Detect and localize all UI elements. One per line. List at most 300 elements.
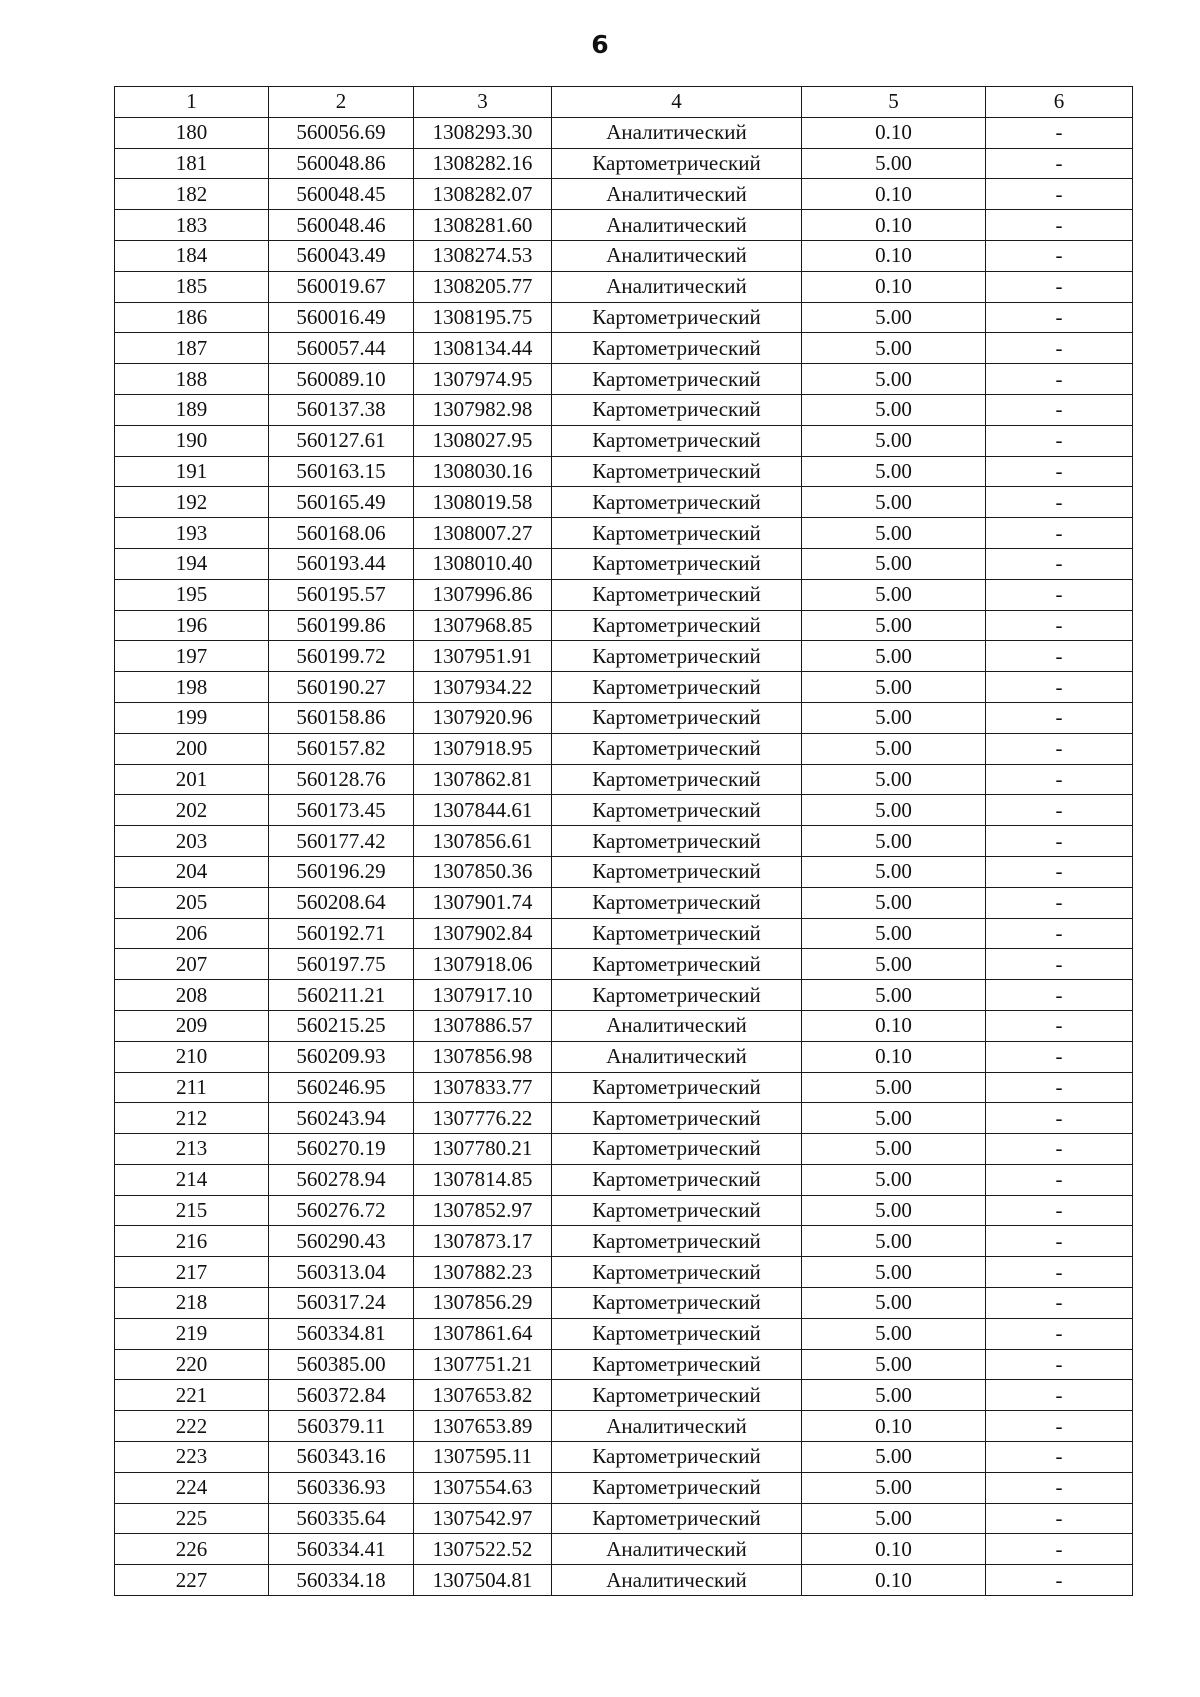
y-coordinate-cell: 1308010.40	[414, 548, 552, 579]
table-row	[115, 672, 1133, 703]
y-coordinate-cell: 1308195.75	[414, 302, 552, 333]
method-cell: Картометрический	[552, 1195, 802, 1226]
point-number-cell: 226	[115, 1534, 269, 1565]
point-number-cell: 192	[115, 487, 269, 518]
x-coordinate-cell: 560334.18	[269, 1565, 414, 1596]
method-cell: Картометрический	[552, 456, 802, 487]
table-row	[115, 1010, 1133, 1041]
description-cell: -	[986, 1103, 1133, 1134]
table-row	[115, 1226, 1133, 1257]
table-row	[115, 579, 1133, 610]
table-row	[115, 548, 1133, 579]
method-cell: Картометрический	[552, 1318, 802, 1349]
table-row	[115, 1503, 1133, 1534]
y-coordinate-cell: 1307776.22	[414, 1103, 552, 1134]
y-coordinate-cell: 1307504.81	[414, 1565, 552, 1596]
method-cell: Картометрический	[552, 148, 802, 179]
method-cell: Картометрический	[552, 425, 802, 456]
description-cell: -	[986, 271, 1133, 302]
table-row	[115, 487, 1133, 518]
table-row	[115, 456, 1133, 487]
table-row	[115, 826, 1133, 857]
method-cell: Картометрический	[552, 672, 802, 703]
point-number-cell: 203	[115, 826, 269, 857]
y-coordinate-cell: 1307595.11	[414, 1442, 552, 1473]
point-number-cell: 216	[115, 1226, 269, 1257]
accuracy-cell: 0.10	[802, 1041, 986, 1072]
accuracy-cell: 0.10	[802, 1010, 986, 1041]
accuracy-cell: 5.00	[802, 333, 986, 364]
accuracy-cell: 5.00	[802, 1442, 986, 1473]
y-coordinate-cell: 1307901.74	[414, 887, 552, 918]
point-number-cell: 182	[115, 179, 269, 210]
method-cell: Картометрический	[552, 856, 802, 887]
x-coordinate-cell: 560313.04	[269, 1257, 414, 1288]
table-row	[115, 333, 1133, 364]
accuracy-cell: 0.10	[802, 240, 986, 271]
point-number-cell: 195	[115, 579, 269, 610]
table-row	[115, 1565, 1133, 1596]
accuracy-cell: 5.00	[802, 579, 986, 610]
x-coordinate-cell: 560157.82	[269, 733, 414, 764]
method-cell: Аналитический	[552, 1411, 802, 1442]
table-row	[115, 271, 1133, 302]
y-coordinate-cell: 1307554.63	[414, 1472, 552, 1503]
point-number-cell: 185	[115, 271, 269, 302]
point-number-cell: 220	[115, 1349, 269, 1380]
x-coordinate-cell: 560215.25	[269, 1010, 414, 1041]
header-row	[115, 87, 1133, 118]
description-cell: -	[986, 179, 1133, 210]
method-cell: Картометрический	[552, 610, 802, 641]
method-cell: Картометрический	[552, 333, 802, 364]
x-coordinate-cell: 560127.61	[269, 425, 414, 456]
y-coordinate-cell: 1308027.95	[414, 425, 552, 456]
method-cell: Аналитический	[552, 1010, 802, 1041]
table-row	[115, 240, 1133, 271]
x-coordinate-cell: 560048.45	[269, 179, 414, 210]
x-coordinate-cell: 560290.43	[269, 1226, 414, 1257]
y-coordinate-cell: 1307856.61	[414, 826, 552, 857]
method-cell: Картометрический	[552, 980, 802, 1011]
accuracy-cell: 0.10	[802, 210, 986, 241]
point-number-cell: 194	[115, 548, 269, 579]
x-coordinate-cell: 560177.42	[269, 826, 414, 857]
method-cell: Картометрический	[552, 487, 802, 518]
description-cell: -	[986, 641, 1133, 672]
x-coordinate-cell: 560163.15	[269, 456, 414, 487]
point-number-cell: 211	[115, 1072, 269, 1103]
method-cell: Картометрический	[552, 641, 802, 672]
accuracy-cell: 0.10	[802, 1534, 986, 1565]
x-coordinate-cell: 560379.11	[269, 1411, 414, 1442]
table-row	[115, 1472, 1133, 1503]
point-number-cell: 205	[115, 887, 269, 918]
method-cell: Аналитический	[552, 1041, 802, 1072]
y-coordinate-cell: 1308030.16	[414, 456, 552, 487]
y-coordinate-cell: 1307934.22	[414, 672, 552, 703]
table-row	[115, 1195, 1133, 1226]
y-coordinate-cell: 1307996.86	[414, 579, 552, 610]
table-row	[115, 210, 1133, 241]
method-cell: Аналитический	[552, 1565, 802, 1596]
method-cell: Картометрический	[552, 949, 802, 980]
y-coordinate-cell: 1308293.30	[414, 117, 552, 148]
x-coordinate-cell: 560192.71	[269, 918, 414, 949]
method-cell: Картометрический	[552, 733, 802, 764]
table-row	[115, 1411, 1133, 1442]
point-number-cell: 188	[115, 364, 269, 395]
table-row	[115, 1349, 1133, 1380]
method-cell: Аналитический	[552, 240, 802, 271]
method-cell: Картометрический	[552, 1442, 802, 1473]
table-row	[115, 856, 1133, 887]
point-number-cell: 223	[115, 1442, 269, 1473]
table-row	[115, 1380, 1133, 1411]
table-row	[115, 1442, 1133, 1473]
column-header-1: 1	[115, 87, 269, 118]
x-coordinate-cell: 560243.94	[269, 1103, 414, 1134]
method-cell: Картометрический	[552, 1503, 802, 1534]
method-cell: Аналитический	[552, 271, 802, 302]
point-number-cell: 193	[115, 518, 269, 549]
x-coordinate-cell: 560372.84	[269, 1380, 414, 1411]
y-coordinate-cell: 1307882.23	[414, 1257, 552, 1288]
description-cell: -	[986, 364, 1133, 395]
description-cell: -	[986, 333, 1133, 364]
description-cell: -	[986, 548, 1133, 579]
y-coordinate-cell: 1307814.85	[414, 1164, 552, 1195]
accuracy-cell: 5.00	[802, 1072, 986, 1103]
description-cell: -	[986, 1318, 1133, 1349]
accuracy-cell: 5.00	[802, 826, 986, 857]
y-coordinate-cell: 1307951.91	[414, 641, 552, 672]
x-coordinate-cell: 560158.86	[269, 702, 414, 733]
x-coordinate-cell: 560057.44	[269, 333, 414, 364]
accuracy-cell: 5.00	[802, 610, 986, 641]
accuracy-cell: 5.00	[802, 364, 986, 395]
x-coordinate-cell: 560197.75	[269, 949, 414, 980]
description-cell: -	[986, 425, 1133, 456]
description-cell: -	[986, 456, 1133, 487]
point-number-cell: 204	[115, 856, 269, 887]
table-row	[115, 1103, 1133, 1134]
method-cell: Аналитический	[552, 179, 802, 210]
point-number-cell: 227	[115, 1565, 269, 1596]
method-cell: Картометрический	[552, 579, 802, 610]
description-cell: -	[986, 579, 1133, 610]
method-cell: Картометрический	[552, 1472, 802, 1503]
x-coordinate-cell: 560199.86	[269, 610, 414, 641]
method-cell: Картометрический	[552, 826, 802, 857]
x-coordinate-cell: 560193.44	[269, 548, 414, 579]
description-cell: -	[986, 980, 1133, 1011]
description-cell: -	[986, 394, 1133, 425]
y-coordinate-cell: 1308134.44	[414, 333, 552, 364]
method-cell: Картометрический	[552, 918, 802, 949]
y-coordinate-cell: 1307653.89	[414, 1411, 552, 1442]
description-cell: -	[986, 764, 1133, 795]
x-coordinate-cell: 560137.38	[269, 394, 414, 425]
table-row	[115, 980, 1133, 1011]
table-body	[115, 117, 1133, 1595]
accuracy-cell: 5.00	[802, 733, 986, 764]
y-coordinate-cell: 1307918.06	[414, 949, 552, 980]
y-coordinate-cell: 1307902.84	[414, 918, 552, 949]
table-row	[115, 733, 1133, 764]
method-cell: Картометрический	[552, 548, 802, 579]
accuracy-cell: 0.10	[802, 271, 986, 302]
y-coordinate-cell: 1307862.81	[414, 764, 552, 795]
point-number-cell: 181	[115, 148, 269, 179]
accuracy-cell: 5.00	[802, 1226, 986, 1257]
column-header-6: 6	[986, 87, 1133, 118]
description-cell: -	[986, 856, 1133, 887]
accuracy-cell: 0.10	[802, 117, 986, 148]
point-number-cell: 224	[115, 1472, 269, 1503]
y-coordinate-cell: 1307850.36	[414, 856, 552, 887]
accuracy-cell: 5.00	[802, 302, 986, 333]
point-number-cell: 219	[115, 1318, 269, 1349]
table-row	[115, 641, 1133, 672]
table-row	[115, 1288, 1133, 1319]
table-row	[115, 764, 1133, 795]
method-cell: Картометрический	[552, 702, 802, 733]
point-number-cell: 191	[115, 456, 269, 487]
point-number-cell: 225	[115, 1503, 269, 1534]
point-number-cell: 197	[115, 641, 269, 672]
point-number-cell: 183	[115, 210, 269, 241]
accuracy-cell: 5.00	[802, 518, 986, 549]
x-coordinate-cell: 560089.10	[269, 364, 414, 395]
accuracy-cell: 5.00	[802, 672, 986, 703]
table-row	[115, 148, 1133, 179]
x-coordinate-cell: 560128.76	[269, 764, 414, 795]
table-row	[115, 1257, 1133, 1288]
point-number-cell: 200	[115, 733, 269, 764]
accuracy-cell: 5.00	[802, 1103, 986, 1134]
description-cell: -	[986, 487, 1133, 518]
method-cell: Картометрический	[552, 1072, 802, 1103]
y-coordinate-cell: 1307522.52	[414, 1534, 552, 1565]
point-number-cell: 222	[115, 1411, 269, 1442]
point-number-cell: 209	[115, 1010, 269, 1041]
description-cell: -	[986, 918, 1133, 949]
point-number-cell: 218	[115, 1288, 269, 1319]
y-coordinate-cell: 1308281.60	[414, 210, 552, 241]
description-cell: -	[986, 1380, 1133, 1411]
accuracy-cell: 5.00	[802, 1257, 986, 1288]
accuracy-cell: 5.00	[802, 764, 986, 795]
x-coordinate-cell: 560048.46	[269, 210, 414, 241]
column-header-4: 4	[552, 87, 802, 118]
y-coordinate-cell: 1307852.97	[414, 1195, 552, 1226]
description-cell: -	[986, 826, 1133, 857]
method-cell: Картометрический	[552, 1380, 802, 1411]
y-coordinate-cell: 1308282.07	[414, 179, 552, 210]
x-coordinate-cell: 560385.00	[269, 1349, 414, 1380]
method-cell: Картометрический	[552, 1288, 802, 1319]
accuracy-cell: 5.00	[802, 918, 986, 949]
accuracy-cell: 0.10	[802, 1565, 986, 1596]
accuracy-cell: 5.00	[802, 1349, 986, 1380]
accuracy-cell: 5.00	[802, 980, 986, 1011]
point-number-cell: 196	[115, 610, 269, 641]
description-cell: -	[986, 1288, 1133, 1319]
description-cell: -	[986, 1442, 1133, 1473]
table-row	[115, 918, 1133, 949]
accuracy-cell: 5.00	[802, 1195, 986, 1226]
point-number-cell: 217	[115, 1257, 269, 1288]
accuracy-cell: 5.00	[802, 1164, 986, 1195]
x-coordinate-cell: 560048.86	[269, 148, 414, 179]
method-cell: Картометрический	[552, 1103, 802, 1134]
table-row	[115, 425, 1133, 456]
table-row	[115, 117, 1133, 148]
description-cell: -	[986, 1226, 1133, 1257]
y-coordinate-cell: 1307856.98	[414, 1041, 552, 1072]
method-cell: Картометрический	[552, 518, 802, 549]
method-cell: Картометрический	[552, 394, 802, 425]
y-coordinate-cell: 1307653.82	[414, 1380, 552, 1411]
table-row	[115, 302, 1133, 333]
x-coordinate-cell: 560165.49	[269, 487, 414, 518]
x-coordinate-cell: 560334.41	[269, 1534, 414, 1565]
x-coordinate-cell: 560016.49	[269, 302, 414, 333]
y-coordinate-cell: 1307917.10	[414, 980, 552, 1011]
point-number-cell: 180	[115, 117, 269, 148]
description-cell: -	[986, 1010, 1133, 1041]
description-cell: -	[986, 1134, 1133, 1165]
table-row	[115, 949, 1133, 980]
point-number-cell: 199	[115, 702, 269, 733]
table-row	[115, 1134, 1133, 1165]
accuracy-cell: 5.00	[802, 1380, 986, 1411]
y-coordinate-cell: 1307920.96	[414, 702, 552, 733]
coordinates-table	[114, 86, 1133, 1596]
description-cell: -	[986, 1565, 1133, 1596]
point-number-cell: 202	[115, 795, 269, 826]
point-number-cell: 201	[115, 764, 269, 795]
y-coordinate-cell: 1307918.95	[414, 733, 552, 764]
x-coordinate-cell: 560043.49	[269, 240, 414, 271]
description-cell: -	[986, 672, 1133, 703]
point-number-cell: 186	[115, 302, 269, 333]
x-coordinate-cell: 560209.93	[269, 1041, 414, 1072]
description-cell: -	[986, 610, 1133, 641]
description-cell: -	[986, 1503, 1133, 1534]
point-number-cell: 207	[115, 949, 269, 980]
description-cell: -	[986, 887, 1133, 918]
y-coordinate-cell: 1307982.98	[414, 394, 552, 425]
table-row	[115, 179, 1133, 210]
accuracy-cell: 5.00	[802, 702, 986, 733]
x-coordinate-cell: 560334.81	[269, 1318, 414, 1349]
column-header-5: 5	[802, 87, 986, 118]
accuracy-cell: 5.00	[802, 795, 986, 826]
accuracy-cell: 5.00	[802, 641, 986, 672]
description-cell: -	[986, 1411, 1133, 1442]
description-cell: -	[986, 302, 1133, 333]
accuracy-cell: 5.00	[802, 394, 986, 425]
accuracy-cell: 5.00	[802, 949, 986, 980]
method-cell: Картометрический	[552, 887, 802, 918]
description-cell: -	[986, 702, 1133, 733]
table-row	[115, 795, 1133, 826]
accuracy-cell: 5.00	[802, 1288, 986, 1319]
point-number-cell: 190	[115, 425, 269, 456]
page-number: 6	[591, 30, 609, 59]
accuracy-cell: 5.00	[802, 1318, 986, 1349]
accuracy-cell: 5.00	[802, 148, 986, 179]
point-number-cell: 187	[115, 333, 269, 364]
method-cell: Аналитический	[552, 117, 802, 148]
table-row	[115, 394, 1133, 425]
table-row	[115, 702, 1133, 733]
description-cell: -	[986, 1195, 1133, 1226]
y-coordinate-cell: 1308274.53	[414, 240, 552, 271]
accuracy-cell: 0.10	[802, 1411, 986, 1442]
x-coordinate-cell: 560343.16	[269, 1442, 414, 1473]
description-cell: -	[986, 1072, 1133, 1103]
method-cell: Картометрический	[552, 302, 802, 333]
y-coordinate-cell: 1307856.29	[414, 1288, 552, 1319]
column-header-3: 3	[414, 87, 552, 118]
table-row	[115, 610, 1133, 641]
description-cell: -	[986, 1041, 1133, 1072]
point-number-cell: 206	[115, 918, 269, 949]
accuracy-cell: 5.00	[802, 425, 986, 456]
point-number-cell: 189	[115, 394, 269, 425]
point-number-cell: 215	[115, 1195, 269, 1226]
accuracy-cell: 5.00	[802, 1472, 986, 1503]
accuracy-cell: 5.00	[802, 1134, 986, 1165]
table-row	[115, 518, 1133, 549]
method-cell: Картометрический	[552, 1349, 802, 1380]
accuracy-cell: 5.00	[802, 1503, 986, 1534]
x-coordinate-cell: 560211.21	[269, 980, 414, 1011]
description-cell: -	[986, 795, 1133, 826]
method-cell: Картометрический	[552, 1134, 802, 1165]
method-cell: Картометрический	[552, 1164, 802, 1195]
x-coordinate-cell: 560270.19	[269, 1134, 414, 1165]
description-cell: -	[986, 117, 1133, 148]
description-cell: -	[986, 1534, 1133, 1565]
table-row	[115, 1318, 1133, 1349]
point-number-cell: 221	[115, 1380, 269, 1411]
x-coordinate-cell: 560019.67	[269, 271, 414, 302]
method-cell: Картометрический	[552, 1226, 802, 1257]
y-coordinate-cell: 1308282.16	[414, 148, 552, 179]
description-cell: -	[986, 1257, 1133, 1288]
table-row	[115, 1164, 1133, 1195]
method-cell: Аналитический	[552, 1534, 802, 1565]
point-number-cell: 198	[115, 672, 269, 703]
x-coordinate-cell: 560196.29	[269, 856, 414, 887]
point-number-cell: 208	[115, 980, 269, 1011]
description-cell: -	[986, 1164, 1133, 1195]
y-coordinate-cell: 1307873.17	[414, 1226, 552, 1257]
x-coordinate-cell: 560278.94	[269, 1164, 414, 1195]
x-coordinate-cell: 560173.45	[269, 795, 414, 826]
x-coordinate-cell: 560246.95	[269, 1072, 414, 1103]
y-coordinate-cell: 1307968.85	[414, 610, 552, 641]
point-number-cell: 214	[115, 1164, 269, 1195]
x-coordinate-cell: 560276.72	[269, 1195, 414, 1226]
y-coordinate-cell: 1307751.21	[414, 1349, 552, 1380]
method-cell: Аналитический	[552, 210, 802, 241]
accuracy-cell: 5.00	[802, 548, 986, 579]
